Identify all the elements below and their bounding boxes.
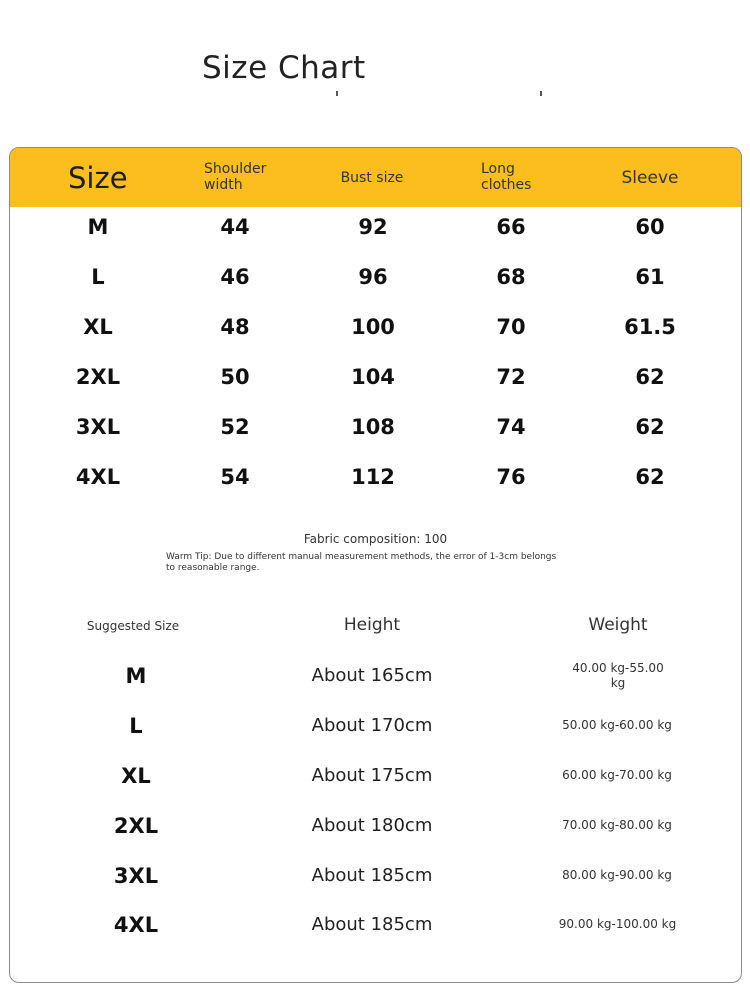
- suggested-size: 2XL: [113, 814, 159, 838]
- suggested-height: About 185cm: [311, 913, 433, 935]
- row-size: L: [91, 265, 105, 289]
- row-size: 3XL: [75, 415, 121, 439]
- row-shoulder: 46: [220, 265, 250, 289]
- suggested-size: M: [125, 664, 147, 688]
- suggested-height: About 185cm: [311, 864, 433, 886]
- decorative-tick: [540, 91, 542, 96]
- row-sleeve: 60: [635, 215, 665, 239]
- row-shoulder: 50: [220, 365, 250, 389]
- row-bust: 108: [351, 415, 395, 439]
- row-size: 2XL: [75, 365, 121, 389]
- row-bust: 92: [358, 215, 388, 239]
- row-sleeve: 61.5: [624, 315, 676, 339]
- row-shoulder: 54: [220, 465, 250, 489]
- header-weight: Weight: [588, 615, 648, 635]
- suggested-height: About 165cm: [311, 664, 433, 686]
- suggested-weight: 50.00 kg-60.00 kg: [562, 718, 672, 732]
- row-bust: 104: [351, 365, 395, 389]
- row-sleeve: 62: [635, 365, 665, 389]
- row-size: M: [87, 215, 109, 239]
- suggested-weight: 90.00 kg-100.00 kg: [558, 917, 677, 931]
- suggested-height: About 180cm: [311, 814, 433, 836]
- row-size: 4XL: [75, 465, 121, 489]
- row-sleeve: 62: [635, 465, 665, 489]
- row-shoulder: 52: [220, 415, 250, 439]
- header-suggested-size: Suggested Size: [86, 619, 180, 633]
- suggested-height: About 170cm: [311, 714, 433, 736]
- row-sleeve: 61: [635, 265, 665, 289]
- header-shoulder-width: Shoulder width: [204, 161, 267, 193]
- suggested-weight: 40.00 kg-55.00 kg: [572, 661, 664, 690]
- row-length: 72: [496, 365, 526, 389]
- suggested-size: L: [129, 714, 143, 738]
- suggested-size: XL: [121, 764, 151, 788]
- header-sleeve: Sleeve: [621, 167, 679, 188]
- header-height: Height: [343, 615, 401, 635]
- row-length: 66: [496, 215, 526, 239]
- page-title: Size Chart: [202, 50, 366, 86]
- row-bust: 96: [358, 265, 388, 289]
- row-size: XL: [83, 315, 113, 339]
- header-size: Size: [68, 160, 128, 195]
- suggested-weight: 60.00 kg-70.00 kg: [562, 768, 672, 782]
- decorative-tick: [336, 91, 338, 96]
- fabric-composition: Fabric composition: 100: [303, 532, 448, 546]
- row-length: 70: [496, 315, 526, 339]
- suggested-size: 3XL: [113, 864, 159, 888]
- row-length: 76: [496, 465, 526, 489]
- suggested-size: 4XL: [113, 913, 159, 937]
- row-length: 68: [496, 265, 526, 289]
- suggested-weight: 80.00 kg-90.00 kg: [562, 868, 672, 882]
- row-bust: 112: [351, 465, 395, 489]
- warm-tip: Warm Tip: Due to different manual measurement methods, the error of 1-3cm belongs to reasonable range.: [166, 552, 557, 573]
- header-long-clothes: Long clothes: [481, 161, 532, 193]
- row-shoulder: 48: [220, 315, 250, 339]
- header-bust-size: Bust size: [340, 169, 404, 186]
- row-bust: 100: [351, 315, 395, 339]
- size-chart-card: [9, 147, 742, 983]
- suggested-height: About 175cm: [311, 764, 433, 786]
- row-sleeve: 62: [635, 415, 665, 439]
- row-shoulder: 44: [220, 215, 250, 239]
- row-length: 74: [496, 415, 526, 439]
- suggested-weight: 70.00 kg-80.00 kg: [562, 818, 672, 832]
